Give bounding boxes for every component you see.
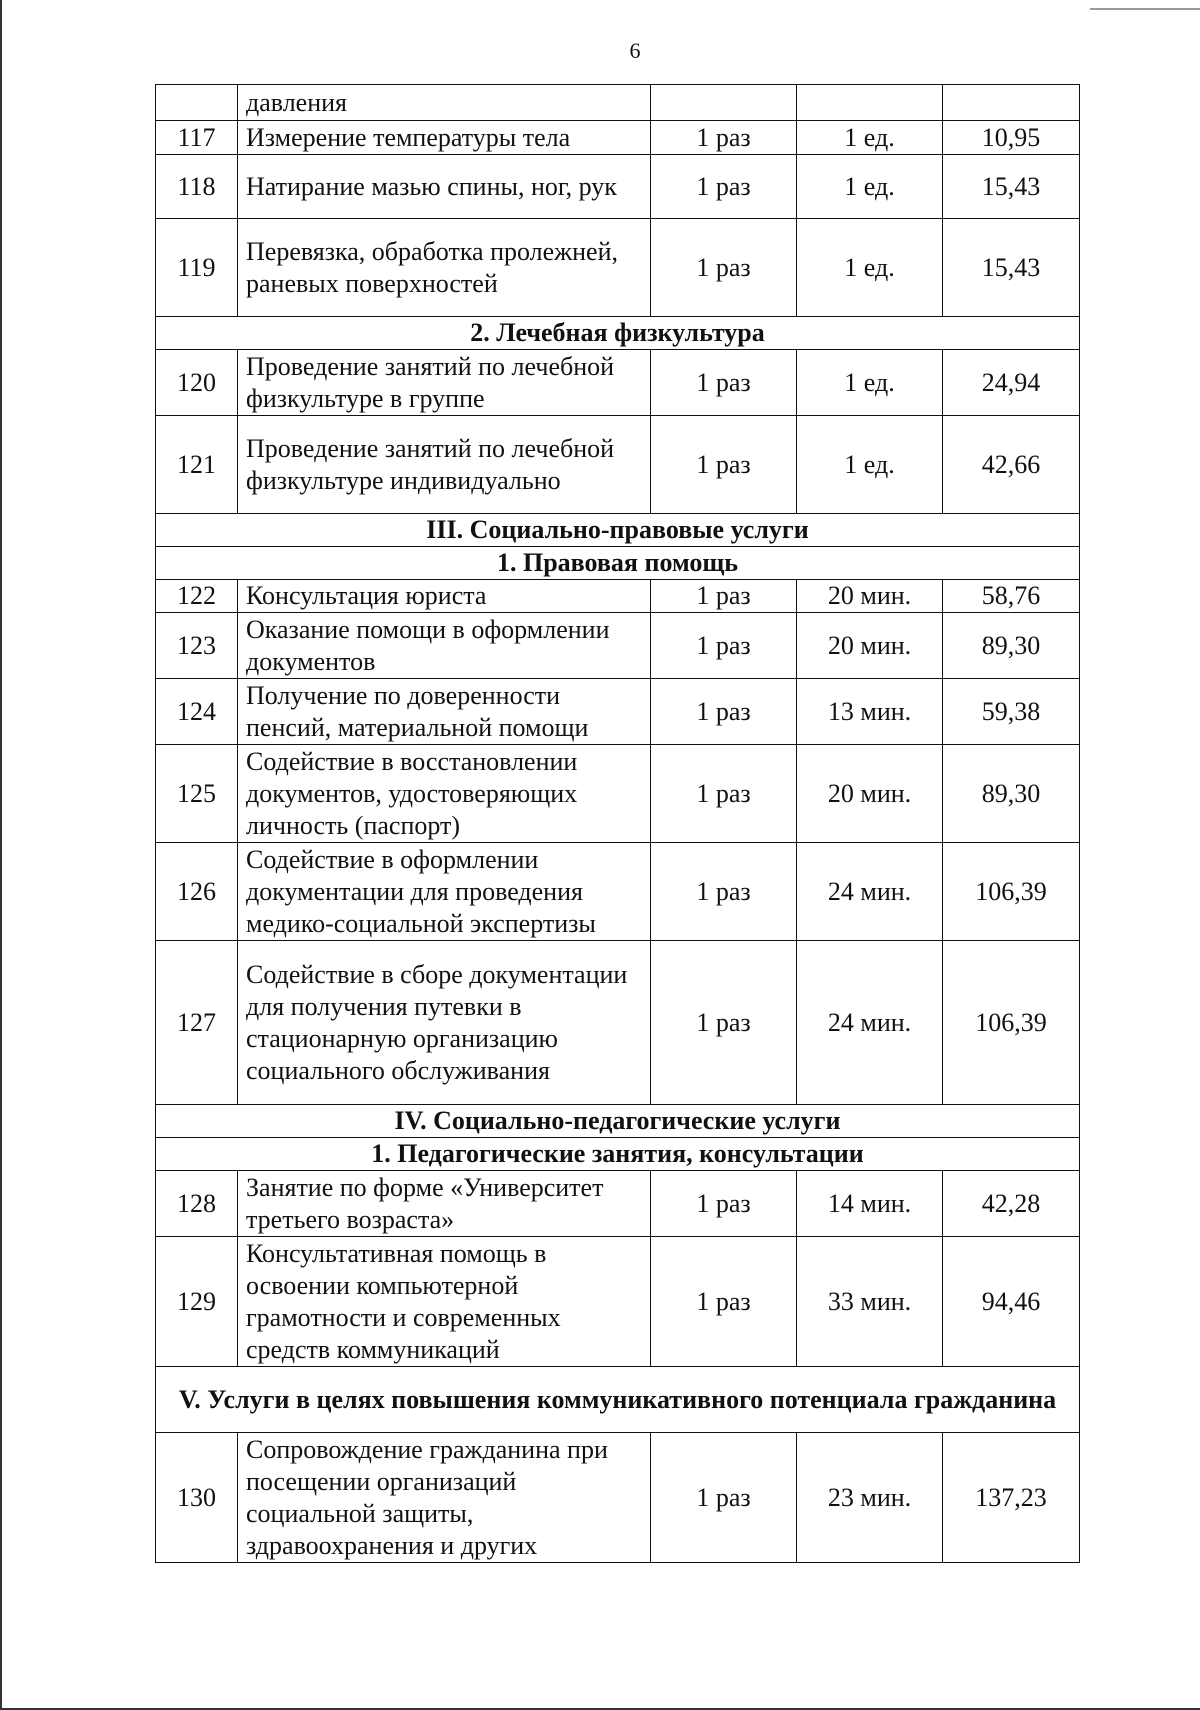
service-name: давления [238, 85, 651, 121]
service-price: 59,38 [943, 679, 1080, 745]
section-header-row [156, 1367, 1080, 1433]
service-number: 130 [156, 1433, 238, 1563]
service-frequency [651, 85, 797, 121]
service-number: 120 [156, 350, 238, 416]
service-name: Консультация юриста [238, 580, 651, 613]
service-frequency: 1 раз [651, 121, 797, 155]
table-row [156, 350, 1080, 416]
service-number: 125 [156, 745, 238, 843]
service-frequency: 1 раз [651, 580, 797, 613]
service-price: 42,28 [943, 1171, 1080, 1237]
scan-left-edge [0, 0, 2, 1710]
service-unit: 20 мин. [797, 745, 943, 843]
table-body [156, 85, 1080, 1563]
service-unit: 13 мин. [797, 679, 943, 745]
service-unit: 24 мин. [797, 843, 943, 941]
service-name: Перевязка, обработка пролежней, раневых поверхностей [238, 219, 651, 317]
service-unit: 1 ед. [797, 219, 943, 317]
table-row [156, 941, 1080, 1105]
table-row [156, 580, 1080, 613]
service-name: Измерение температуры тела [238, 121, 651, 155]
table-row [156, 219, 1080, 317]
service-price: 42,66 [943, 416, 1080, 514]
service-price: 58,76 [943, 580, 1080, 613]
service-frequency: 1 раз [651, 679, 797, 745]
service-number: 123 [156, 613, 238, 679]
service-price: 94,46 [943, 1237, 1080, 1367]
services-price-table [155, 84, 1080, 1563]
service-unit: 1 ед. [797, 416, 943, 514]
service-number: 121 [156, 416, 238, 514]
service-number: 127 [156, 941, 238, 1105]
service-price [943, 85, 1080, 121]
service-frequency: 1 раз [651, 416, 797, 514]
service-frequency: 1 раз [651, 219, 797, 317]
subsection-title: 1. Педагогические занятия, консультации [156, 1138, 1080, 1171]
service-price: 24,94 [943, 350, 1080, 416]
table-row [156, 613, 1080, 679]
service-price: 89,30 [943, 613, 1080, 679]
table-row [156, 85, 1080, 121]
service-name: Сопровождение гражданина при посещении организаций социальной защиты, здравоохранения и других [238, 1433, 651, 1563]
section-title: IV. Социально-педагогические услуги [156, 1105, 1080, 1138]
service-name: Оказание помощи в оформлении документов [238, 613, 651, 679]
service-price: 89,30 [943, 745, 1080, 843]
service-name: Проведение занятий по лечебной физкультуре в группе [238, 350, 651, 416]
service-unit: 20 мин. [797, 580, 943, 613]
service-frequency: 1 раз [651, 941, 797, 1105]
service-unit: 14 мин. [797, 1171, 943, 1237]
service-price: 106,39 [943, 843, 1080, 941]
service-name: Консультативная помощь в освоении компьютерной грамотности и современных средств коммуникаций [238, 1237, 651, 1367]
service-price: 106,39 [943, 941, 1080, 1105]
section-title: V. Услуги в целях повышения коммуникативного потенциала гражданина [156, 1367, 1080, 1433]
service-frequency: 1 раз [651, 1171, 797, 1237]
table-row [156, 1433, 1080, 1563]
subsection-title: 1. Правовая помощь [156, 547, 1080, 580]
service-name: Содействие в восстановлении документов, удостоверяющих личность (паспорт) [238, 745, 651, 843]
service-name: Проведение занятий по лечебной физкультуре индивидуально [238, 416, 651, 514]
service-unit: 24 мин. [797, 941, 943, 1105]
table-row [156, 1237, 1080, 1367]
service-unit [797, 85, 943, 121]
service-frequency: 1 раз [651, 613, 797, 679]
service-price: 10,95 [943, 121, 1080, 155]
service-unit: 1 ед. [797, 121, 943, 155]
subsection-title: 2. Лечебная физкультура [156, 317, 1080, 350]
subsection-header-row [156, 1138, 1080, 1171]
service-name: Натирание мазью спины, ног, рук [238, 155, 651, 219]
service-number [156, 85, 238, 121]
service-name: Занятие по форме «Университет третьего возраста» [238, 1171, 651, 1237]
service-name: Получение по доверенности пенсий, материальной помощи [238, 679, 651, 745]
service-frequency: 1 раз [651, 1237, 797, 1367]
subsection-header-row [156, 547, 1080, 580]
section-title: III. Социально-правовые услуги [156, 514, 1080, 547]
table-row [156, 416, 1080, 514]
service-frequency: 1 раз [651, 155, 797, 219]
service-unit: 1 ед. [797, 155, 943, 219]
service-name: Содействие в оформлении документации для проведения медико-социальной экспертизы [238, 843, 651, 941]
service-unit: 20 мин. [797, 613, 943, 679]
service-frequency: 1 раз [651, 745, 797, 843]
table-row [156, 745, 1080, 843]
service-unit: 1 ед. [797, 350, 943, 416]
service-number: 129 [156, 1237, 238, 1367]
service-frequency: 1 раз [651, 1433, 797, 1563]
service-price: 137,23 [943, 1433, 1080, 1563]
service-price: 15,43 [943, 155, 1080, 219]
service-number: 118 [156, 155, 238, 219]
service-frequency: 1 раз [651, 843, 797, 941]
table-row [156, 121, 1080, 155]
service-price: 15,43 [943, 219, 1080, 317]
table-row [156, 843, 1080, 941]
service-number: 117 [156, 121, 238, 155]
service-name: Содействие в сборе документации для получения путевки в стационарную организацию социального обслуживания [238, 941, 651, 1105]
section-header-row [156, 1105, 1080, 1138]
table-row [156, 1171, 1080, 1237]
service-number: 126 [156, 843, 238, 941]
service-number: 122 [156, 580, 238, 613]
subsection-header-row [156, 317, 1080, 350]
page-number: 6 [629, 38, 641, 63]
service-unit: 23 мин. [797, 1433, 943, 1563]
table-row [156, 155, 1080, 219]
section-header-row [156, 514, 1080, 547]
table-row [156, 679, 1080, 745]
top-edge-line [1090, 8, 1200, 10]
service-number: 119 [156, 219, 238, 317]
service-unit: 33 мин. [797, 1237, 943, 1367]
service-number: 124 [156, 679, 238, 745]
service-number: 128 [156, 1171, 238, 1237]
service-frequency: 1 раз [651, 350, 797, 416]
